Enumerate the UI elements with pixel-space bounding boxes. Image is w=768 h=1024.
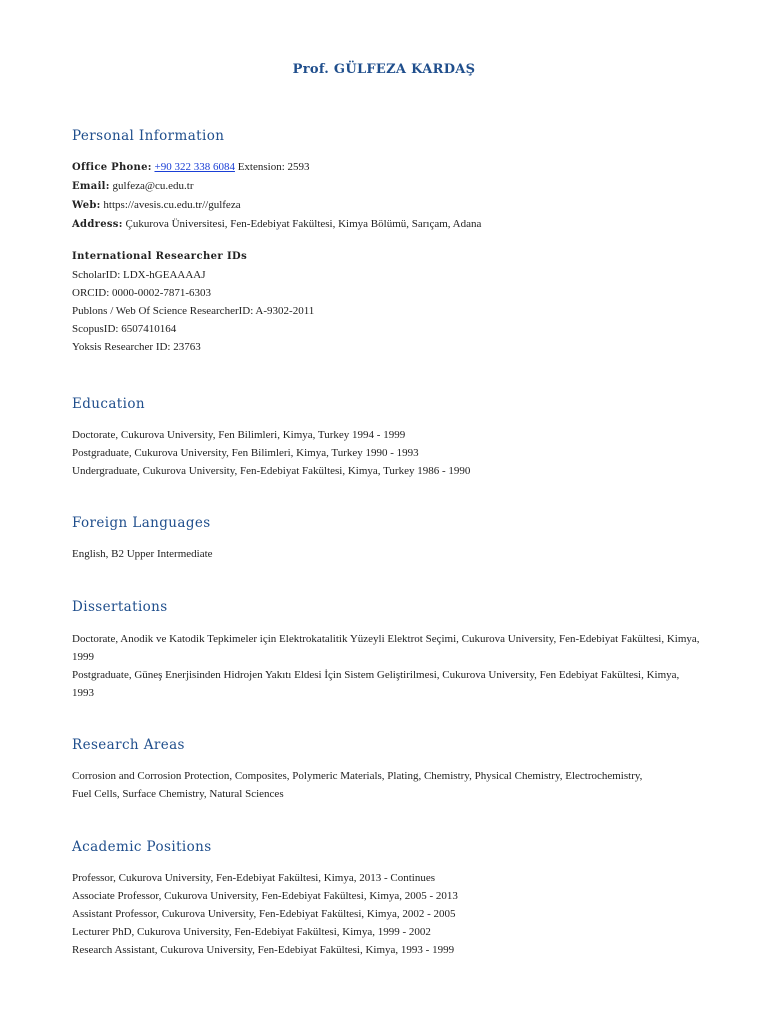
dissertation-item: Postgraduate, Güneş Enerjisinden Hidrojen Yakıtı Eldesi İçin Sistem Geliştirilmesi, Cukurova University, Fen Edebiyat Fakültesi, Kimya, 1993 bbox=[72, 669, 680, 699]
web-label: Web: bbox=[72, 200, 101, 211]
web-value[interactable]: https://avesis.cu.edu.tr//gulfeza bbox=[103, 199, 241, 211]
research-areas-heading: Research Areas bbox=[72, 737, 185, 753]
position-item: Assistant Professor, Cukurova University, Fen-Edebiyat Fakültesi, Kimya, 2002 - 2005 bbox=[72, 908, 456, 920]
personal-info-heading: Personal Information bbox=[72, 128, 225, 144]
education-item: Doctorate, Cukurova University, Fen Bilimleri, Kimya, Turkey 1994 - 1999 bbox=[72, 429, 406, 441]
office-phone-link[interactable]: +90 322 338 6084 bbox=[154, 161, 235, 173]
address-row bbox=[72, 215, 702, 234]
personal-info-block bbox=[72, 158, 702, 234]
office-phone-label: Office Phone: bbox=[72, 162, 152, 173]
researcher-id-item: Yoksis Researcher ID: 23763 bbox=[72, 341, 201, 353]
page-title: Prof. GÜLFEZA KARDAŞ bbox=[292, 62, 476, 77]
email-value[interactable]: gulfeza@cu.edu.tr bbox=[112, 180, 194, 192]
position-item: Research Assistant, Cukurova University, Fen-Edebiyat Fakültesi, Kimya, 1993 - 1999 bbox=[72, 944, 455, 956]
researcher-ids-block bbox=[72, 248, 702, 356]
languages-list bbox=[72, 545, 702, 563]
education-item: Undergraduate, Cukurova University, Fen-Edebiyat Fakültesi, Kimya, Turkey 1986 - 1990 bbox=[72, 465, 471, 477]
web-row bbox=[72, 196, 702, 215]
address-label: Address: bbox=[72, 219, 123, 230]
email-label: Email: bbox=[72, 181, 110, 192]
research-areas-text-block bbox=[72, 767, 662, 803]
researcher-id-item: ScopusID: 6507410164 bbox=[72, 323, 177, 335]
academic-positions-list bbox=[72, 869, 702, 959]
phone-extension: Extension: 2593 bbox=[237, 161, 310, 173]
dissertations-heading: Dissertations bbox=[72, 599, 168, 615]
academic-positions-heading: Academic Positions bbox=[72, 839, 212, 855]
position-item: Associate Professor, Cukurova University, Fen-Edebiyat Fakültesi, Kimya, 2005 - 2013 bbox=[72, 890, 458, 902]
languages-heading: Foreign Languages bbox=[72, 515, 211, 531]
research-areas-text: Corrosion and Corrosion Protection, Composites, Polymeric Materials, Plating, Chemistry, Physical Chemistry, Electrochemistry, Fuel Cells, Surface Chemistry, Natural Sciences bbox=[72, 770, 643, 800]
position-item: Lecturer PhD, Cukurova University, Fen-Edebiyat Fakültesi, Kimya, 1999 - 2002 bbox=[72, 926, 431, 938]
education-list bbox=[72, 426, 702, 480]
researcher-id-item: ORCID: 0000-0002-7871-6303 bbox=[72, 287, 212, 299]
dissertations-list bbox=[72, 630, 702, 702]
education-heading: Education bbox=[72, 396, 145, 412]
position-item: Professor, Cukurova University, Fen-Edebiyat Fakültesi, Kimya, 2013 - Continues bbox=[72, 872, 436, 884]
address-value: Çukurova Üniversitesi, Fen-Edebiyat Fakültesi, Kimya Bölümü, Sarıçam, Adana bbox=[125, 218, 482, 230]
researcher-ids-heading: International Researcher IDs bbox=[72, 251, 248, 262]
language-item: English, B2 Upper Intermediate bbox=[72, 548, 213, 560]
researcher-id-item: Publons / Web Of Science ResearcherID: A-9302-2011 bbox=[72, 305, 315, 317]
office-phone-row bbox=[72, 158, 702, 177]
email-row bbox=[72, 177, 702, 196]
dissertation-item: Doctorate, Anodik ve Katodik Tepkimeler için Elektrokatalitik Yüzeyli Elektrot Seçimi, Cukurova University, Fen-Edebiyat Fakültesi, Kimya, 1999 bbox=[72, 633, 700, 663]
researcher-id-item: ScholarID: LDX-hGEAAAAJ bbox=[72, 269, 206, 281]
education-item: Postgraduate, Cukurova University, Fen Bilimleri, Kimya, Turkey 1990 - 1993 bbox=[72, 447, 419, 459]
